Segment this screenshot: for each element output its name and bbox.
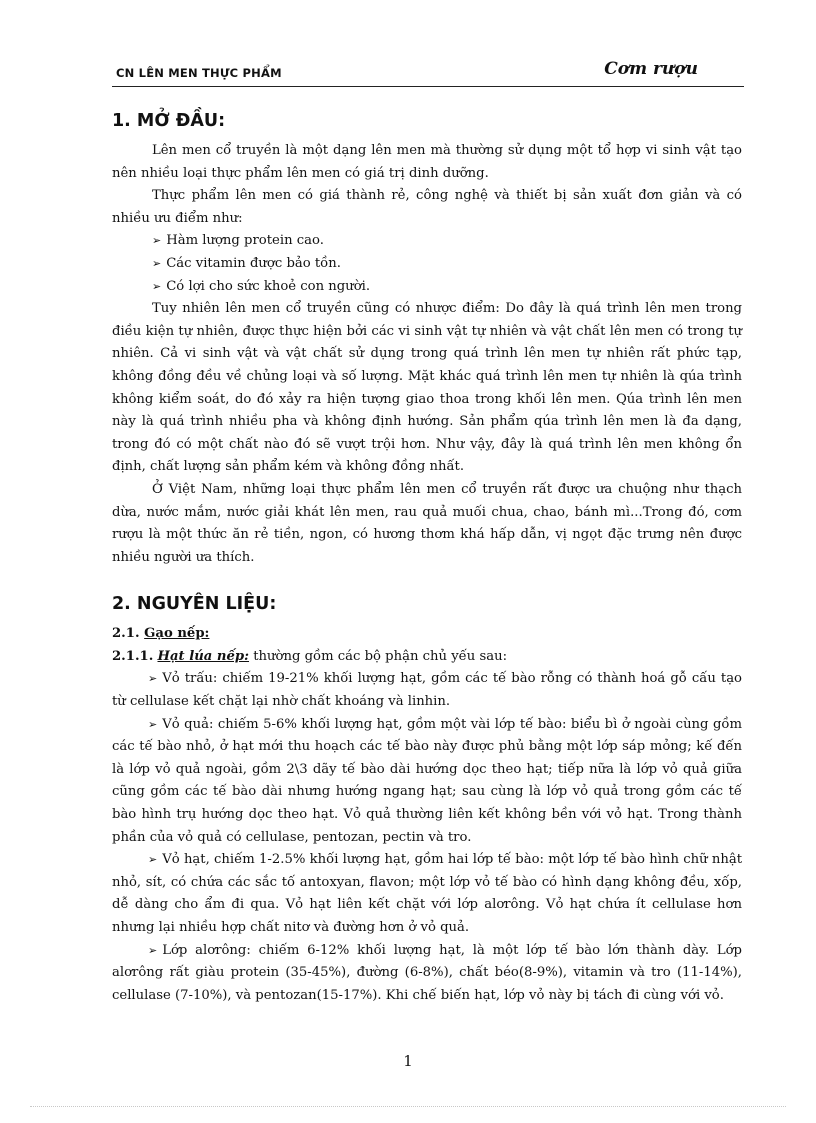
list-item-text: Vỏ hạt, chiếm 1-2.5% khối lượng hạt, gồm hai lớp tế bào: một lớp tế bào hình chữ nhật nhỏ, sít, có chứa các sắc tố antoxyan, flavon; một lớp vỏ tế bào có hình dạng không đều, xốp, dễ dàng cho ẩm đi qua. Vỏ hạt liên kết chặt với lớp alơrông. Vỏ hạt chứa ít cellulase hơn nhưng lại nhiều hợp chất nitơ và đường hơn ở vỏ quả. (112, 852, 742, 935)
arrow-bullet-icon: ➢ (148, 672, 158, 686)
list-item (112, 940, 742, 1008)
list-item-text: Hàm lượng protein cao. (166, 233, 324, 249)
list-item (112, 230, 742, 253)
list-item (112, 253, 742, 276)
list-item-text: Các vitamin được bảo tồn. (166, 255, 341, 271)
subsection-title: Gạo nếp: (144, 626, 210, 642)
list-item (112, 714, 742, 850)
list-item-text: Có lợi cho sức khoẻ con người. (166, 278, 371, 294)
section-1-title: 1. MỞ ĐẦU: (112, 111, 226, 131)
list-item (112, 276, 742, 299)
subsection-2-1-heading (112, 623, 742, 646)
section-1-paragraph-2: Thực phẩm lên men có giá thành rẻ, công nghệ và thiết bị sản xuất đơn giản và có nhiều ưu điểm như: (112, 188, 742, 226)
subsection-number: 2.1.1. (112, 648, 154, 664)
arrow-bullet-icon: ➢ (148, 853, 158, 867)
header-course-title: CN LÊN MEN THỰC PHẨM (116, 66, 282, 80)
page-number: 1 (403, 1052, 413, 1070)
list-item-text: Vỏ trấu: chiếm 19-21% khối lượng hạt, gồm các tế bào rỗng có thành hoá gỗ cấu tạo từ cellulase kết chặt lại nhờ chất khoáng và linhin. (112, 671, 742, 710)
arrow-bullet-icon: ➢ (152, 256, 162, 270)
arrow-bullet-icon: ➢ (148, 717, 158, 731)
section-1-paragraph-1: Lên men cổ truyền là một dạng lên men mà thường sử dụng một tổ hợp vi sinh vật tạo nên nhiều loại thực phẩm lên men có giá trị dinh dưỡng. (112, 143, 742, 181)
list-item-text: Lớp alơrông: chiếm 6-12% khối lượng hạt, là một lớp tế bào lớn thành dày. Lớp alơrông rất giàu protein (35-45%), đường (6-8%), chất béo(8-9%), vitamin và tro (11-14%), cellulase (7-10%), và pentozan(15-17%). Khi chế biến hạt, lớp vỏ này bị tách đi cùng với vỏ. (112, 942, 742, 1003)
arrow-bullet-icon: ➢ (152, 279, 162, 293)
subsection-title: Hạt lúa nếp: (157, 648, 250, 664)
footer-divider (30, 1106, 786, 1107)
document-body (112, 108, 742, 1007)
subsection-2-1-1-heading (112, 646, 742, 669)
arrow-bullet-icon: ➢ (148, 943, 158, 957)
list-item-text: Vỏ quả: chiếm 5-6% khối lượng hạt, gồm một vài lớp tế bào: biểu bì ở ngoài cùng gồm các tế bào nhỏ, ở hạt mới thu hoạch các tế bào này được phủ bằng một lớp sáp mỏng; kế đến là lớp vỏ quả ngoài, gồm 2\3 dãy tế bào dài hướng dọc theo hạt; tiếp nữa là lớp vỏ quả giữa cũng gồm các tế bào dài nhưng hướng ngang hạt; sau cùng là lớp vỏ quả trong gồm các tế bào hình trụ hướng dọc theo hạt. Vỏ quả thường liên kết không bền với vỏ hạt. Trong thành phần của vỏ quả có cellulase, pentozan, pectin và tro. (112, 716, 742, 845)
section-1-paragraph-4: Ở Việt Nam, những loại thực phẩm lên men cổ truyền rất được ưa chuộng như thạch dừa, nước mắm, nước giải khát lên men, rau quả muối chua, chao, bánh mì...Trong đó, cơm rượu là một thức ăn rẻ tiền, ngon, có hương thơm khá hấp dẫn, vị ngọt đặc trưng nên được nhiều người ưa thích. (112, 481, 742, 565)
subsection-number: 2.1. (112, 626, 140, 642)
list-item (112, 849, 742, 939)
arrow-bullet-icon: ➢ (152, 234, 162, 248)
section-1-paragraph-3: Tuy nhiên lên men cổ truyền cũng có nhược điểm: Do đây là quá trình lên men trong điều kiện tự nhiên, được thực hiện bởi các vi sinh vật tự nhiên và vật chất lên men có trong tự nhiên. Cả vi sinh vật và vật chất sử dụng trong quá trình lên men tự nhiên rất phức tạp, không đồng đều về chủng loại và số lượng. Mặt khác quá trình lên men tự nhiên là qúa trình không kiểm soát, do đó xảy ra hiện tượng giao thoa trong khối lên men. Qúa trình lên men này là quá trình nhiều pha và không định hướng. Sản phẩm qúa trình lên men là đa dạng, trong đó có một chất nào đó sẽ vượt trội hơn. Như vậy, đây là quá trình lên men không ổn định, chất lượng sản phẩm kém và không đồng nhất. (112, 301, 742, 475)
header-topic: Cơm rượu (604, 59, 698, 79)
page-header (112, 58, 744, 87)
section-2-title: 2. NGUYÊN LIỆU: (112, 594, 277, 615)
subsection-intro: thường gồm các bộ phận chủ yếu sau: (253, 648, 508, 664)
list-item (112, 668, 742, 713)
